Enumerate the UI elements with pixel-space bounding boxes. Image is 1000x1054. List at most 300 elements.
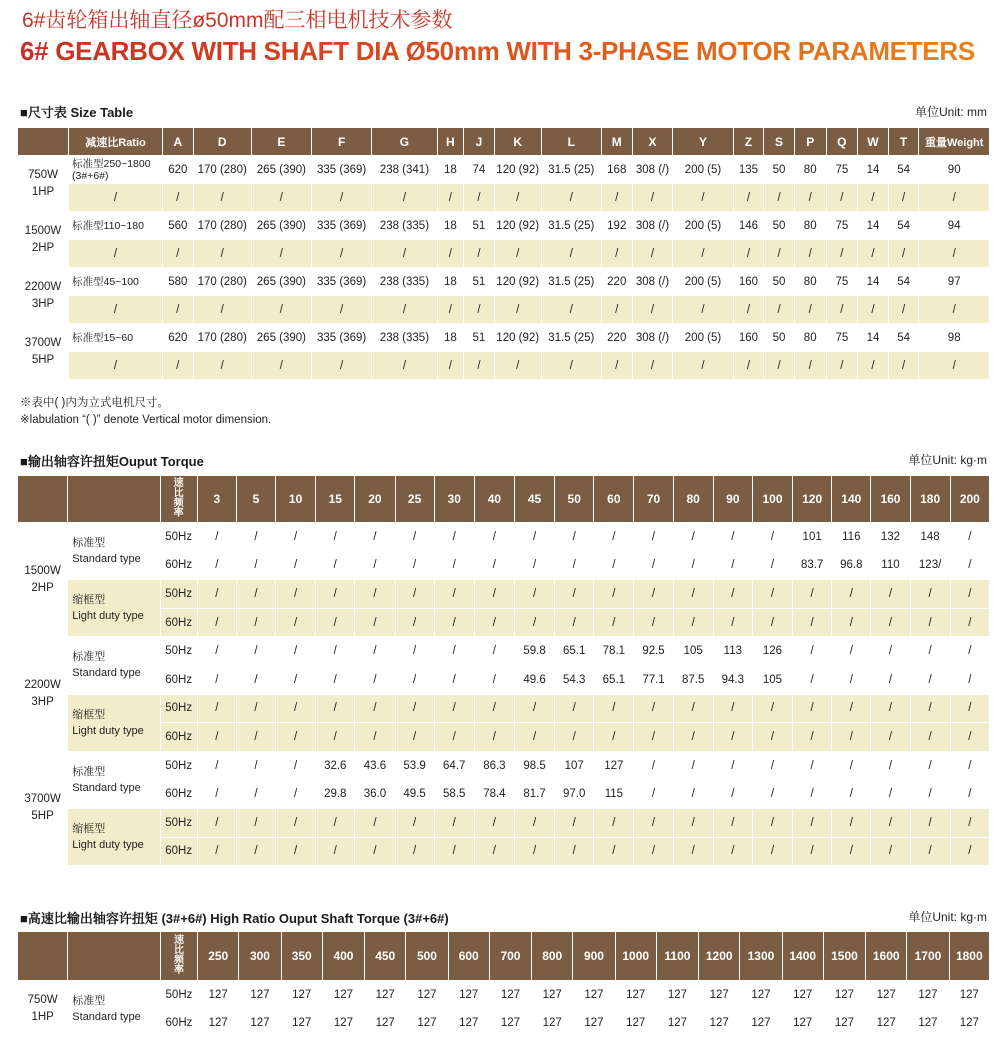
torque-cell: / <box>752 780 792 809</box>
size-table-cell: / <box>673 352 733 380</box>
ratio-header: 1800 <box>949 932 989 981</box>
ratio-frequency-corner <box>160 932 197 981</box>
torque-cell: / <box>236 808 275 837</box>
size-table-cell: / <box>372 184 437 212</box>
torque-cell: / <box>514 523 554 552</box>
torque-cell: 29.8 <box>316 780 355 809</box>
size-table-cell: / <box>673 240 733 268</box>
torque-cell: / <box>276 665 316 694</box>
size-table-cell: 200 (5) <box>673 156 733 184</box>
torque-cell: / <box>910 751 950 780</box>
size-table-cell: 160 <box>733 268 764 296</box>
size-table-cell: / <box>888 296 919 324</box>
torque-cell: 127 <box>949 981 989 1009</box>
size-table-cell: 308 (/) <box>632 212 673 240</box>
size-table-cell: / <box>464 296 495 324</box>
torque-cell: / <box>474 723 514 752</box>
size-table-cell: 335 (369) <box>312 212 372 240</box>
ratio-frequency-char: 比 <box>173 488 184 499</box>
torque-cell: / <box>950 780 989 809</box>
torque-cell: / <box>950 837 989 866</box>
size-table-unit: 单位Unit: mm <box>914 105 987 119</box>
size-table-header: J <box>464 128 495 156</box>
torque-cell: / <box>555 523 594 552</box>
size-table-cell: 18 <box>437 324 464 352</box>
torque-cell: 127 <box>489 1009 531 1037</box>
size-table-cell: 335 (369) <box>312 268 372 296</box>
size-table-cell: 31.5 (25) <box>541 324 601 352</box>
size-table-cell: / <box>193 352 251 380</box>
torque-cell: 127 <box>615 1009 656 1037</box>
torque-cell: / <box>832 723 871 752</box>
size-table-cell: 14 <box>858 212 889 240</box>
size-table-cell: / <box>251 352 311 380</box>
torque-cell: / <box>236 580 275 609</box>
size-table-cell: / <box>312 184 372 212</box>
ratio-header: 450 <box>365 932 406 981</box>
ratio-header: 120 <box>793 476 832 523</box>
size-table-cell: 200 (5) <box>673 212 733 240</box>
size-table-cell: 238 (335) <box>372 268 437 296</box>
torque-cell: / <box>910 608 950 637</box>
torque-cell: / <box>474 837 514 866</box>
size-table-cell: / <box>437 240 464 268</box>
torque-cell: / <box>197 665 236 694</box>
torque-cell: / <box>871 694 910 723</box>
size-table-cell: 18 <box>437 212 464 240</box>
size-table-cell: / <box>251 296 311 324</box>
torque-cell: / <box>950 751 989 780</box>
ratio-header: 700 <box>489 932 531 981</box>
torque-cell: / <box>474 665 514 694</box>
frequency-label: 50Hz <box>160 523 197 552</box>
torque-cell: / <box>236 694 275 723</box>
size-table-cell: 265 (390) <box>251 324 311 352</box>
torque-cell: 78.4 <box>474 780 514 809</box>
torque-cell: / <box>355 551 395 580</box>
size-table-corner <box>18 128 69 156</box>
size-table-cell: 120 (92) <box>494 212 541 240</box>
torque-cell: / <box>673 580 713 609</box>
torque-cell: / <box>673 808 713 837</box>
ratio-header: 1300 <box>740 932 782 981</box>
torque-cell: / <box>316 523 355 552</box>
torque-cell: / <box>474 694 514 723</box>
torque-cell: / <box>594 808 634 837</box>
motor-label: 2200W 3HP <box>18 637 68 751</box>
torque-cell: / <box>594 580 634 609</box>
motor-label: 3700W 5HP <box>18 751 68 865</box>
ratio-header: 3 <box>197 476 236 523</box>
size-table-cell: 18 <box>437 156 464 184</box>
size-table-cell: / <box>312 296 372 324</box>
size-table-header: T <box>888 128 919 156</box>
torque-cell: / <box>276 551 316 580</box>
torque-cell: / <box>316 837 355 866</box>
ratio-header: 140 <box>832 476 871 523</box>
size-table-cell: / <box>251 184 311 212</box>
size-table-cell: 54 <box>888 212 919 240</box>
torque-cell: / <box>197 837 236 866</box>
torque-cell: / <box>752 751 792 780</box>
torque-cell: / <box>910 580 950 609</box>
torque-cell: / <box>950 523 989 552</box>
size-table-cell: / <box>632 352 673 380</box>
torque-cell: / <box>910 837 950 866</box>
torque-cell: / <box>950 551 989 580</box>
size-table-cell: / <box>733 240 764 268</box>
size-table-cell: / <box>858 296 889 324</box>
torque-cell: / <box>752 608 792 637</box>
torque-cell: 115 <box>594 780 634 809</box>
size-table-cell: / <box>162 352 193 380</box>
torque-cell: / <box>594 837 634 866</box>
size-table-cell: 170 (280) <box>193 212 251 240</box>
torque-cell: / <box>793 665 832 694</box>
torque-cell: 127 <box>532 981 573 1009</box>
torque-cell: 127 <box>907 1009 949 1037</box>
size-table-cell: 54 <box>888 268 919 296</box>
size-table-cell: / <box>437 352 464 380</box>
torque-cell: / <box>950 580 989 609</box>
torque-cell: / <box>355 723 395 752</box>
torque-cell: 127 <box>866 1009 907 1037</box>
torque-cell: / <box>752 580 792 609</box>
table-corner-blank <box>68 476 160 523</box>
size-table-cell: 80 <box>794 268 826 296</box>
size-table-cell: / <box>826 184 858 212</box>
size-table-note-cn: ※表中( )内为立式电机尺寸。 <box>20 397 169 409</box>
torque-cell: / <box>713 694 752 723</box>
ratio-header: 300 <box>239 932 281 981</box>
torque-cell: / <box>594 608 634 637</box>
torque-cell: / <box>555 580 594 609</box>
torque-cell: / <box>355 808 395 837</box>
torque-cell: / <box>197 551 236 580</box>
torque-cell: / <box>752 723 792 752</box>
ratio-header: 400 <box>322 932 364 981</box>
torque-cell: / <box>871 665 910 694</box>
torque-cell: / <box>713 837 752 866</box>
torque-cell: 127 <box>782 981 823 1009</box>
size-table-cell: 620 <box>162 156 193 184</box>
size-table-cell: 标准型250~1800 (3#+6#) <box>69 156 163 184</box>
torque-cell: 127 <box>448 981 489 1009</box>
ratio-header: 15 <box>316 476 355 523</box>
size-table-cell: 50 <box>764 212 795 240</box>
torque-cell: / <box>634 551 673 580</box>
size-table-cell: / <box>437 184 464 212</box>
torque-cell: / <box>236 523 275 552</box>
torque-cell: / <box>752 808 792 837</box>
motor-label: 1500W 2HP <box>18 212 69 268</box>
size-table-cell: 75 <box>826 268 858 296</box>
size-table-cell: / <box>193 240 251 268</box>
torque-cell: 49.5 <box>395 780 434 809</box>
torque-cell: 94.3 <box>713 665 752 694</box>
size-table-cell: / <box>919 352 990 380</box>
size-table-header: L <box>541 128 601 156</box>
size-table-cell: / <box>162 240 193 268</box>
torque-cell: 127 <box>594 751 634 780</box>
torque-cell: / <box>197 723 236 752</box>
torque-cell: / <box>950 808 989 837</box>
torque-table <box>17 475 990 866</box>
size-table-header: D <box>193 128 251 156</box>
torque-cell: / <box>355 665 395 694</box>
torque-cell: / <box>634 723 673 752</box>
size-table-header: G <box>372 128 437 156</box>
size-table-cell: / <box>632 296 673 324</box>
torque-cell: / <box>673 608 713 637</box>
torque-cell: / <box>713 580 752 609</box>
size-table-cell: 120 (92) <box>494 324 541 352</box>
size-table-cell: 220 <box>601 268 632 296</box>
torque-cell: 92.5 <box>634 637 673 666</box>
size-table-cell: 50 <box>764 268 795 296</box>
size-table <box>17 127 990 380</box>
torque-cell: / <box>752 837 792 866</box>
torque-cell: 101 <box>793 523 832 552</box>
size-table-cell: 98 <box>919 324 990 352</box>
size-table-cell: 80 <box>794 324 826 352</box>
ratio-header: 45 <box>514 476 554 523</box>
torque-cell: / <box>395 837 434 866</box>
type-label: 标准型 Standard type <box>68 981 161 1037</box>
torque-cell: / <box>713 723 752 752</box>
torque-cell: / <box>316 808 355 837</box>
torque-cell: / <box>395 523 434 552</box>
torque-cell: 127 <box>656 1009 698 1037</box>
torque-cell: / <box>634 523 673 552</box>
motor-label: 750W 1HP <box>18 156 69 212</box>
torque-cell: / <box>474 523 514 552</box>
torque-cell: / <box>355 694 395 723</box>
size-table-cell: 220 <box>601 324 632 352</box>
torque-cell: 127 <box>656 981 698 1009</box>
size-table-cell: / <box>764 184 795 212</box>
size-table-cell: / <box>858 184 889 212</box>
size-table-cell: 97 <box>919 268 990 296</box>
torque-cell: / <box>276 580 316 609</box>
size-table-cell: 31.5 (25) <box>541 212 601 240</box>
torque-cell: 65.1 <box>594 665 634 694</box>
size-table-header: Y <box>673 128 733 156</box>
size-table-note-en: ※labulation “( )” denote Vertical motor dimension. <box>20 414 272 426</box>
torque-cell: 64.7 <box>434 751 474 780</box>
size-table-cell: / <box>69 240 163 268</box>
torque-cell: / <box>950 637 989 666</box>
torque-cell: 127 <box>949 1009 989 1037</box>
torque-cell: / <box>594 723 634 752</box>
size-table-cell: 168 <box>601 156 632 184</box>
size-table-cell: 标准型110~180 <box>69 212 163 240</box>
table-corner-blank <box>18 476 68 523</box>
torque-cell: / <box>434 608 474 637</box>
torque-cell: / <box>832 837 871 866</box>
torque-cell: / <box>555 837 594 866</box>
torque-cell: / <box>395 665 434 694</box>
torque-cell: / <box>395 637 434 666</box>
size-table-cell: 560 <box>162 212 193 240</box>
frequency-label: 50Hz <box>160 580 197 609</box>
size-table-cell: / <box>794 296 826 324</box>
torque-cell: 54.3 <box>555 665 594 694</box>
ratio-header: 800 <box>532 932 573 981</box>
ratio-frequency-char: 比 <box>173 945 184 956</box>
torque-cell: / <box>673 780 713 809</box>
torque-cell: / <box>316 608 355 637</box>
size-table-cell: 14 <box>858 324 889 352</box>
torque-cell: / <box>276 523 316 552</box>
size-table-cell: / <box>919 184 990 212</box>
size-table-cell: / <box>494 296 541 324</box>
size-table-cell: / <box>464 352 495 380</box>
torque-cell: / <box>793 837 832 866</box>
size-table-cell: / <box>673 296 733 324</box>
size-table-cell: / <box>826 240 858 268</box>
torque-cell: / <box>673 751 713 780</box>
size-table-header: W <box>858 128 889 156</box>
ratio-header: 350 <box>281 932 322 981</box>
torque-cell: / <box>871 608 910 637</box>
size-table-cell: 标准型45~100 <box>69 268 163 296</box>
type-label: 标准型 Standard type <box>68 523 160 580</box>
size-table-cell: 120 (92) <box>494 268 541 296</box>
torque-cell: 98.5 <box>514 751 554 780</box>
size-table-cell: / <box>733 184 764 212</box>
size-table-cell: / <box>372 296 437 324</box>
torque-cell: 127 <box>322 1009 364 1037</box>
size-table-cell: 238 (335) <box>372 324 437 352</box>
size-table-cell: 51 <box>464 212 495 240</box>
ratio-frequency-char: 率 <box>173 508 184 519</box>
torque-cell: / <box>832 694 871 723</box>
size-table-cell: 18 <box>437 268 464 296</box>
size-table-cell: / <box>794 240 826 268</box>
torque-cell: / <box>236 780 275 809</box>
torque-cell: / <box>197 808 236 837</box>
torque-cell: / <box>355 523 395 552</box>
size-table-cell: 200 (5) <box>673 268 733 296</box>
size-table-header: P <box>794 128 826 156</box>
size-table-cell: 54 <box>888 156 919 184</box>
ratio-header: 1400 <box>782 932 823 981</box>
size-table-cell: 75 <box>826 156 858 184</box>
size-table-header: A <box>162 128 193 156</box>
size-table-cell: / <box>826 352 858 380</box>
size-table-header: 重量Weight <box>919 128 990 156</box>
frequency-label: 50Hz <box>160 751 197 780</box>
motor-label: 3700W 5HP <box>18 324 69 380</box>
torque-cell: / <box>634 780 673 809</box>
frequency-label: 50Hz <box>160 981 197 1009</box>
torque-cell: / <box>514 808 554 837</box>
type-label: 缩框型 Light duty type <box>68 808 160 865</box>
torque-cell: 127 <box>532 1009 573 1037</box>
size-table-cell: 80 <box>794 156 826 184</box>
size-table-cell: / <box>826 296 858 324</box>
frequency-label: 60Hz <box>160 665 197 694</box>
frequency-label: 50Hz <box>160 694 197 723</box>
torque-cell: / <box>793 723 832 752</box>
torque-cell: / <box>276 808 316 837</box>
frequency-label: 60Hz <box>160 608 197 637</box>
size-table-cell: 335 (369) <box>312 324 372 352</box>
torque-cell: 36.0 <box>355 780 395 809</box>
torque-cell: / <box>555 608 594 637</box>
size-table-cell: 31.5 (25) <box>541 156 601 184</box>
ratio-header: 90 <box>713 476 752 523</box>
torque-cell: 127 <box>866 981 907 1009</box>
ratio-header: 250 <box>198 932 239 981</box>
size-table-cell: 94 <box>919 212 990 240</box>
size-table-cell: 160 <box>733 324 764 352</box>
torque-cell: 127 <box>281 1009 322 1037</box>
ratio-frequency-char: 频 <box>173 955 184 966</box>
size-table-cell: / <box>69 296 163 324</box>
torque-cell: 123/ <box>910 551 950 580</box>
torque-cell: / <box>752 523 792 552</box>
torque-cell: 110 <box>871 551 910 580</box>
torque-cell: / <box>793 580 832 609</box>
ratio-header: 900 <box>573 932 615 981</box>
size-table-cell: / <box>601 240 632 268</box>
torque-cell: / <box>197 580 236 609</box>
torque-cell: 49.6 <box>514 665 554 694</box>
torque-cell: / <box>514 551 554 580</box>
torque-cell: 127 <box>782 1009 823 1037</box>
torque-cell: / <box>832 580 871 609</box>
torque-cell: / <box>316 551 355 580</box>
ratio-header: 180 <box>910 476 950 523</box>
torque-cell: / <box>871 837 910 866</box>
torque-cell: / <box>434 551 474 580</box>
torque-cell: 127 <box>448 1009 489 1037</box>
torque-cell: / <box>474 580 514 609</box>
size-table-cell: / <box>372 240 437 268</box>
size-table-cell: / <box>494 184 541 212</box>
frequency-label: 60Hz <box>160 551 197 580</box>
torque-cell: 127 <box>573 1009 615 1037</box>
torque-cell: / <box>713 523 752 552</box>
ratio-header: 30 <box>434 476 474 523</box>
torque-cell: / <box>634 694 673 723</box>
torque-cell: / <box>832 608 871 637</box>
torque-cell: / <box>197 694 236 723</box>
torque-cell: / <box>434 723 474 752</box>
motor-label: 750W 1HP <box>18 981 68 1037</box>
table-corner-blank <box>68 932 161 981</box>
ratio-frequency-char: 率 <box>173 965 184 976</box>
torque-cell: 78.1 <box>594 637 634 666</box>
page-title-chinese: 6#齿轮箱出轴直径ø50mm配三相电机技术参数 <box>22 9 453 32</box>
torque-table-title: ■输出轴容许扭矩Ouput Torque <box>20 454 204 469</box>
torque-cell: / <box>236 637 275 666</box>
size-table-header: 减速比Ratio <box>69 128 163 156</box>
torque-cell: / <box>355 637 395 666</box>
torque-cell: / <box>474 551 514 580</box>
size-table-cell: 90 <box>919 156 990 184</box>
size-table-cell: 31.5 (25) <box>541 268 601 296</box>
torque-cell: / <box>276 694 316 723</box>
size-table-cell: 192 <box>601 212 632 240</box>
torque-cell: / <box>434 665 474 694</box>
torque-cell: / <box>236 551 275 580</box>
torque-cell: / <box>514 694 554 723</box>
ratio-header: 200 <box>950 476 989 523</box>
torque-cell: 127 <box>823 1009 865 1037</box>
